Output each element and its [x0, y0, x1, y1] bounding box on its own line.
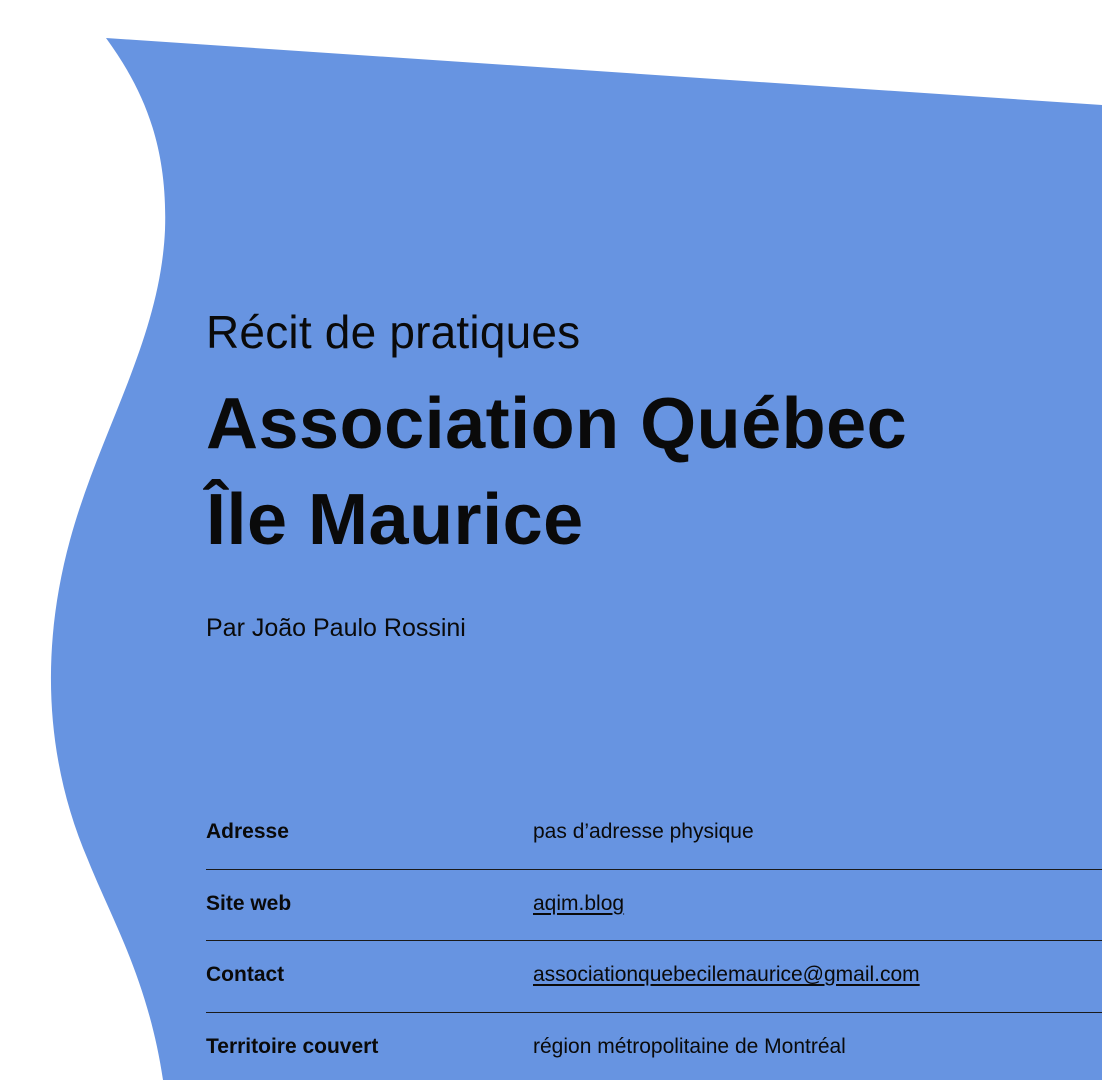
address-label: Adresse	[206, 820, 289, 843]
author-byline: Par João Paulo Rossini	[206, 614, 466, 642]
title-line-2: Île Maurice	[206, 480, 584, 560]
info-row-contact	[206, 941, 1102, 1013]
info-row-territory	[206, 1013, 1102, 1080]
document-title	[206, 376, 907, 568]
info-row-website	[206, 870, 1102, 942]
territory-label: Territoire couvert	[206, 1034, 379, 1058]
info-row-address	[206, 798, 1102, 870]
contact-email-link[interactable]: associationquebecilemaurice@gmail.com	[533, 963, 920, 986]
website-link[interactable]: aqim.blog	[533, 891, 625, 915]
address-value: pas d’adresse physique	[533, 820, 754, 843]
info-table	[206, 798, 1102, 1080]
contact-label: Contact	[206, 963, 285, 986]
territory-value: région métropolitaine de Montréal	[533, 1034, 846, 1058]
website-label: Site web	[206, 891, 292, 915]
title-line-1: Association Québec	[206, 384, 908, 464]
cover-content	[206, 0, 1102, 1080]
document-subtitle: Récit de pratiques	[206, 306, 581, 358]
